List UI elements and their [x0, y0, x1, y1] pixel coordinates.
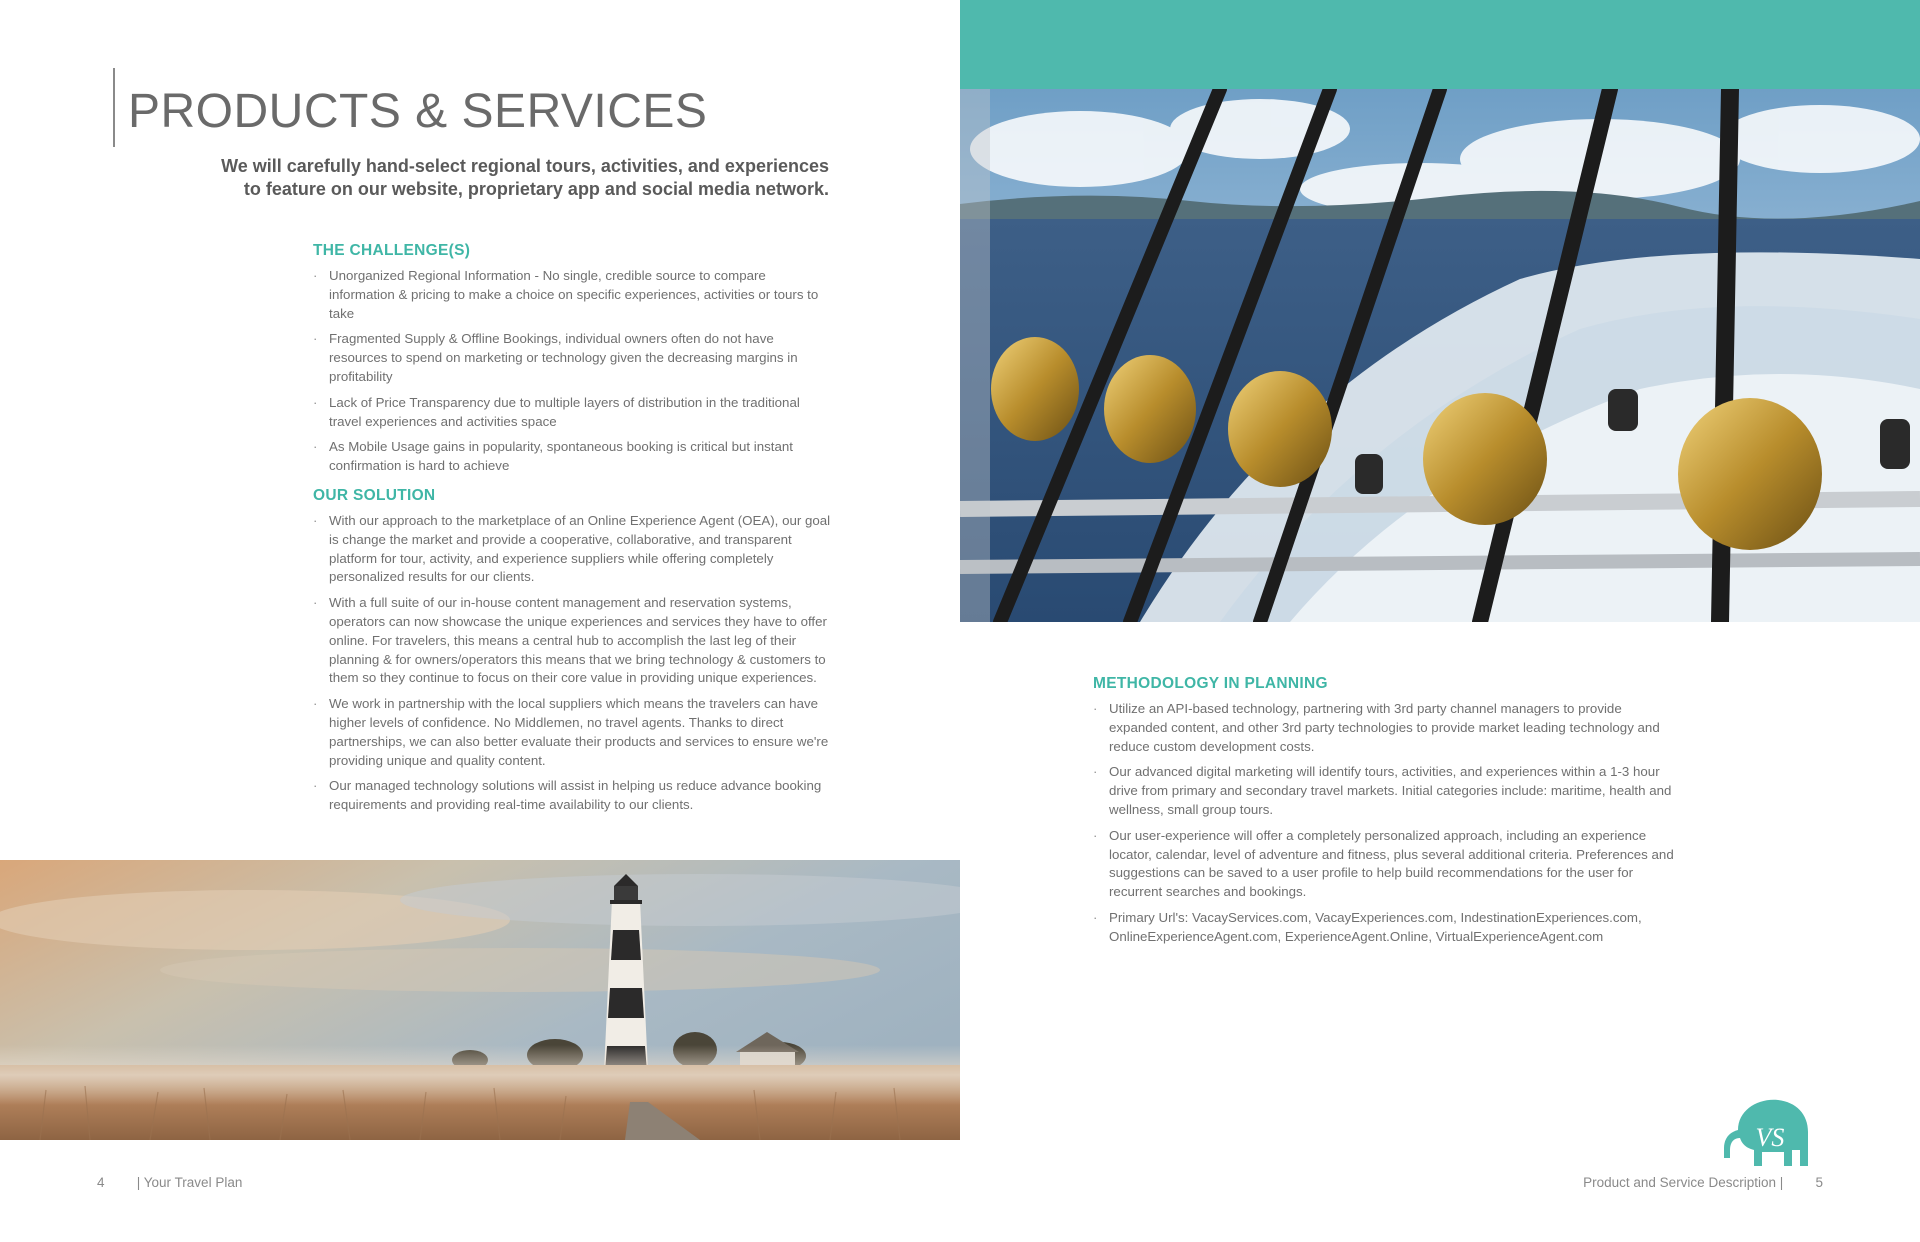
- logo-text: VS: [1755, 1123, 1785, 1152]
- list-item: · Our advanced digital marketing will identify tours, activities, and experiences within a 1-3 hour drive from primary and secondary travel markets. Initial categories include: maritime, health and wellness, small group tours.: [1093, 763, 1683, 819]
- solution-section: [313, 487, 833, 822]
- challenge-section: [313, 242, 833, 483]
- footer-label: Product and Service Description |: [1583, 1175, 1784, 1190]
- challenge-list: [313, 267, 833, 476]
- page-number: 5: [1815, 1175, 1823, 1190]
- list-item: · Our managed technology solutions will assist in helping us reduce advance booking requirements and providing real-time availability to our clients.: [313, 777, 833, 815]
- footer-left: [97, 1175, 242, 1190]
- list-item: · Unorganized Regional Information - No single, credible source to compare information & pricing to make a choice on specific experiences, activities or tours to take: [313, 267, 833, 323]
- list-item: · Our user-experience will offer a completely personalized approach, including an experience locator, calendar, level of adventure and fitness, plus several additional criteria. Preferences and suggestions can be saved to a user profile to help build recommendations for the user for recurrent searches and bookings.: [1093, 827, 1683, 902]
- intro-line: We will carefully hand-select regional tours, activities, and experiences: [221, 156, 829, 176]
- list-item: · With our approach to the marketplace of an Online Experience Agent (OEA), our goal is change the market and provide a cooperative, collaborative, and transparent platform for tour, activity, and experience suppliers while offering completely personalized results for our clients.: [313, 512, 833, 587]
- lighthouse-photo: [0, 860, 960, 1140]
- methodology-list: [1093, 700, 1683, 947]
- page-number: 4: [97, 1175, 105, 1190]
- list-item: · As Mobile Usage gains in popularity, spontaneous booking is critical but instant confirmation is hard to achieve: [313, 438, 833, 476]
- page-title: PRODUCTS & SERVICES: [128, 85, 708, 138]
- methodology-section: [1093, 675, 1683, 954]
- solution-list: [313, 512, 833, 815]
- list-item: · Primary Url's: VacayServices.com, VacayExperiences.com, IndestinationExperiences.com, OnlineExperienceAgent.com, ExperienceAgent.Online, VirtualExperienceAgent.com: [1093, 909, 1683, 947]
- intro-line: to feature on our website, proprietary app and social media network.: [243, 179, 829, 199]
- section-heading: THE CHALLENGE(S): [313, 242, 471, 259]
- list-item: · Fragmented Supply & Offline Bookings, individual owners often do not have resources to spend on marketing or technology given the decreasing margins in profitability: [313, 330, 833, 386]
- elephant-icon: [1720, 1092, 1816, 1172]
- intro-text: [189, 155, 829, 201]
- list-item: · Utilize an API-based technology, partnering with 3rd party channel managers to provide expanded content, and other 3rd party technologies to provide market leading technology and reduce custom development costs.: [1093, 700, 1683, 756]
- list-item: · With a full suite of our in-house content management and reservation systems, operators can now showcase the unique experiences and services they have to offer online. For travelers, this means a central hub to accomplish the last leg of their planning & for owners/operators this means that we bring technology & customers to them so they continue to focus on their core value in providing unique experiences.: [313, 594, 833, 688]
- list-item: · We work in partnership with the local suppliers which means the travelers can have higher levels of confidence. No Middlemen, no travel agents. Thanks to direct partnerships, we can also better evaluate their products and services to ensure we're providing unique and quality content.: [313, 695, 833, 770]
- footer-right: [1583, 1175, 1823, 1190]
- footer-label: | Your Travel Plan: [136, 1175, 243, 1190]
- list-item: · Lack of Price Transparency due to multiple layers of distribution in the traditional travel experiences and activities space: [313, 394, 833, 432]
- section-heading: METHODOLOGY IN PLANNING: [1093, 675, 1328, 692]
- section-heading: OUR SOLUTION: [313, 487, 436, 504]
- fishing-rods-photo: [960, 89, 1920, 622]
- title-divider: [113, 68, 115, 147]
